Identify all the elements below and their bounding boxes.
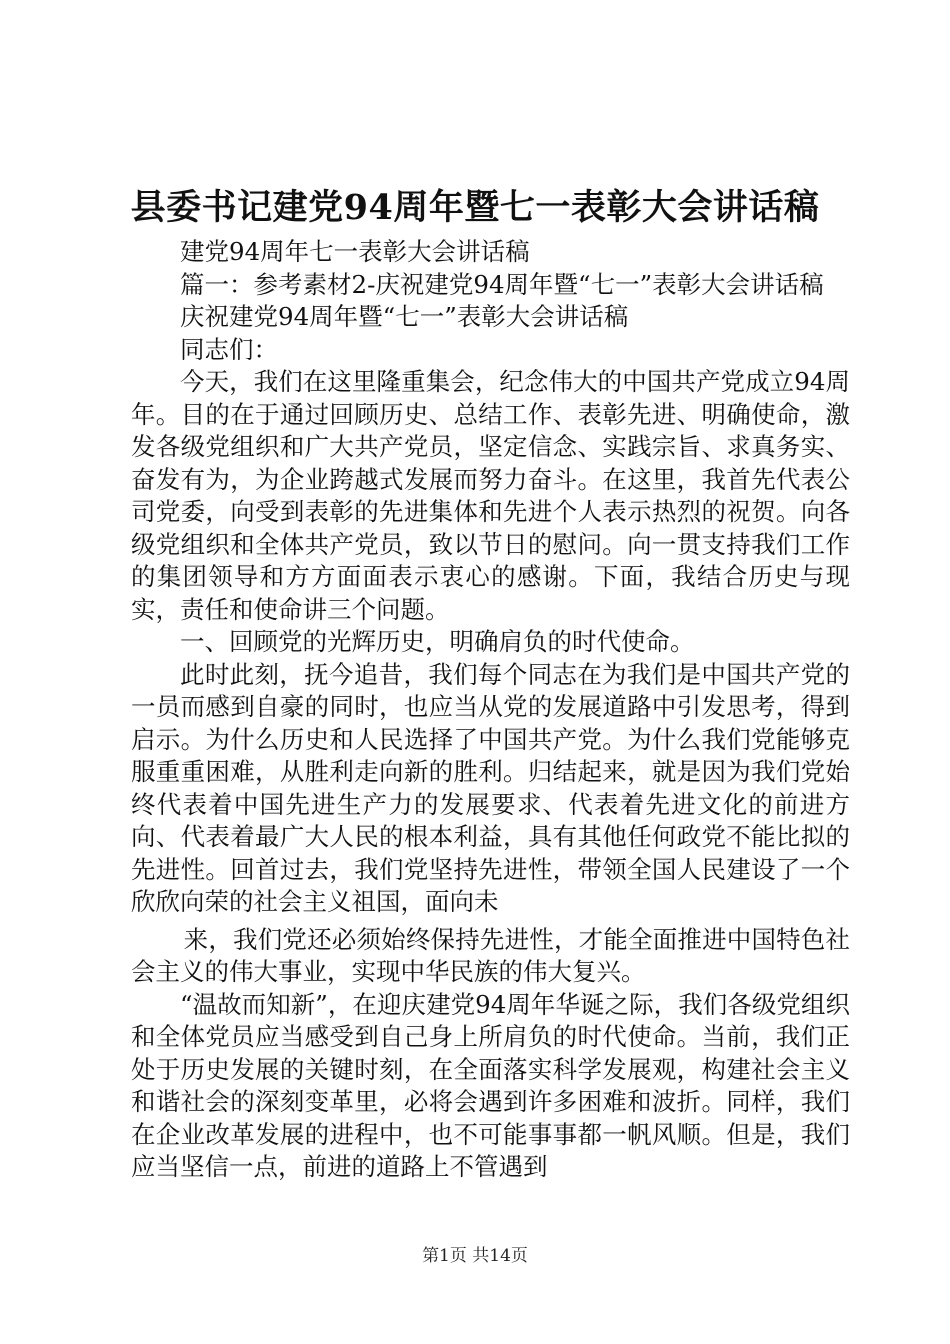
paragraph-opening: 今天，我们在这里隆重集会，纪念伟大的中国共产党成立94周年。目的在于通过回顾历史、总结工作、表彰先进、明确使命，激发各级党组织和广大共产党员，坚定信念、实践宗旨、求真务实、奋发有为，为企业跨越式发展而努力奋斗。在这里，我首先代表公司党委，向受到表彰的先进集体和先进个人表示热烈的祝贺。向各级党组织和全体共产党员，致以节日的慰问。向一贯支持我们工作的集团领导和方方面面表示衷心的感谢。下面，我结合历史与现实，责任和使命讲三个问题。 — [131, 367, 850, 624]
paragraph-speech-title: 庆祝建党94周年暨“七一”表彰大会讲话稿 — [180, 302, 629, 331]
page-number-footer: 第1页 共14页 — [422, 1246, 528, 1266]
paragraph-subtitle: 建党94周年七一表彰大会讲话稿 — [180, 237, 530, 266]
document-body — [131, 236, 850, 1184]
paragraph-history: 此时此刻，抚今追昔，我们每个同志在为我们是中国共产党的一员而感到自豪的同时，也应当从党的发展道路中引发思考，得到启示。为什么历史和人民选择了中国共产党。为什么我们党能够克服重重困难，从胜利走向新的胜利。归结起来，就是因为我们党始终代表着中国先进生产力的发展要求、代表着先进文化的前进方向、代表着最广大人民的根本利益，具有其他任何政党不能比拟的先进性。回首过去，我们党坚持先进性，带领全国人民建设了一个欣欣向荣的社会主义祖国，面向未 — [131, 659, 850, 916]
paragraph-salutation: 同志们： — [180, 334, 278, 364]
document-title: 县委书记建党94周年暨七一表彰大会讲话稿 — [130, 187, 820, 228]
paragraph-section-heading: 篇一：参考素材2-庆祝建党94周年暨“七一”表彰大会讲话稿 — [180, 269, 824, 299]
paragraph-point-one-heading: 一、回顾党的光辉历史，明确肩负的时代使命。 — [180, 627, 695, 656]
paragraph-history-continued: 来，我们党还必须始终保持先进性，才能全面推进中国特色社会主义的伟大事业，实现中华民族的伟大复兴。 — [131, 924, 850, 986]
paragraph-mission: “温故而知新”，在迎庆建党94周年华诞之际，我们各级党组织和全体党员应当感受到自己身上所肩负的时代使命。当前，我们正处于历史发展的关键时刻，在全面落实科学发展观，构建社会主义和谐社会的深刻变革里，必将会遇到许多困难和波折。同样，我们在企业改革发展的进程中，也不可能事事都一帆风顺。但是，我们应当坚信一点，前进的道路上不管遇到 — [131, 989, 850, 1181]
